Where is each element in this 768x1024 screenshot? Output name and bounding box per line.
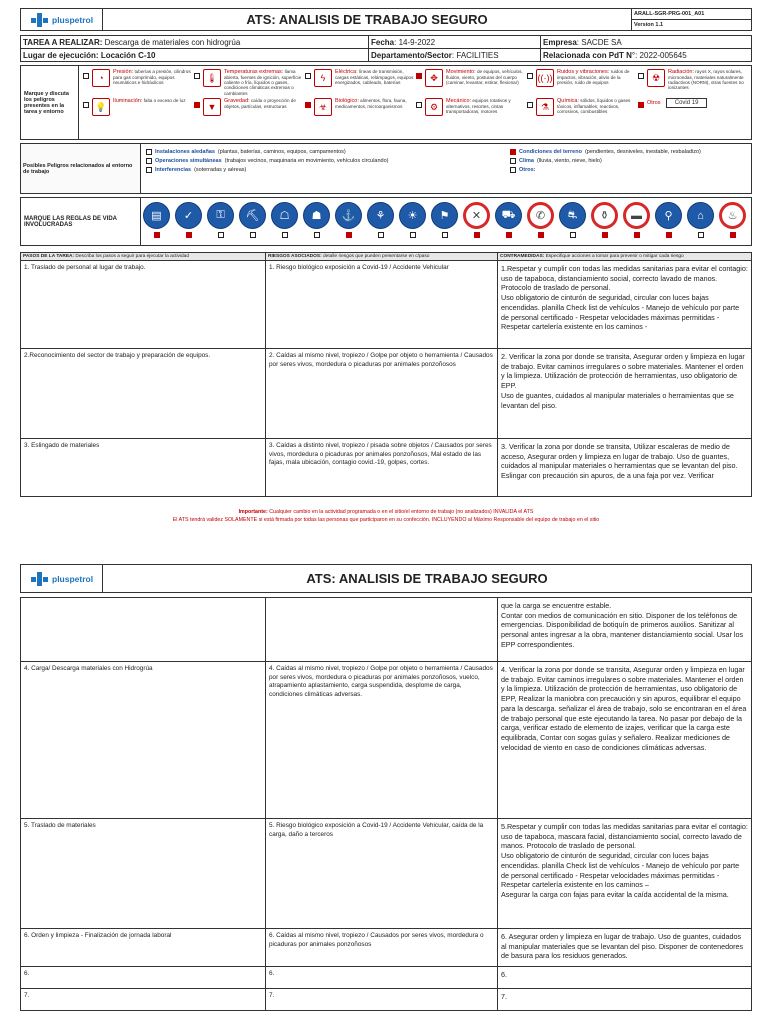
life-rule [367,202,394,238]
pluspetrol-logo-page-2: pluspetrol [21,572,102,586]
risk-cell: 6. Caídas al mismo nivel, tropiezo / Causados por seres vivos, mordedura o picaduras por animales ponzoñosos [266,929,498,967]
environment-grid [143,146,749,176]
empresa-field: Empresa: SACDE SA [541,36,752,49]
document-header [20,8,752,31]
hazard-checkbox[interactable] [83,102,89,108]
life-rule [271,202,298,238]
life-rule [303,202,330,238]
hazard-checkbox[interactable] [83,73,89,79]
header-risks: RIESGOS ASOCIADOS: detalle riesgos que pueden presentarse en c/paso [266,253,498,261]
hazard-item [194,69,303,96]
environment-item: Condiciones del terreno (pendientes, desniveles, inestable, resbaladizo) [510,149,746,155]
measure-cell: 4. Verificar la zona por donde se transita, Asegurar orden y limpieza en lugar de trabajo. Evitar caminos irregulares o sobre materiales. Mantener el orden y la limpieza. Utilización de protección de herramientas, uso obligatorio de EPP, Realizar la maniobra con precaución y sin apuros, equilibrar el equipo para la descarga. señalizar el área de trabajo, solo se encontraran en el área de trabajo personal que este ejecutando la tarea. No pasar por debajo de la carga, verificar estado de elemento de izajes, verificar que la carga este equilibrada, Contar con sogas guías y señalero. Realizar mediciones de velocidad de viento en caso de condiciones climáticas adversas. [498,662,752,819]
life-rule-checkbox[interactable] [506,232,512,238]
hazards-table [20,65,752,140]
hazard-checkbox[interactable] [305,73,311,79]
hazard-text: Movimiento: de equipos, vehículos, fluidos, viento, posturas del cuerpo (caminar, levantar, estirar, flexionar) [446,69,523,86]
hazard-checkbox[interactable] [194,73,200,79]
movement-icon: ✥ [425,69,443,87]
life-rule-checkbox[interactable] [602,232,608,238]
table-row [21,261,752,349]
line-of-fire-icon: ⚑ [431,202,458,229]
measure-cell: 6. Asegurar orden y limpieza en lugar de trabajo. Uso de guantes, cuidados al manipular materiales que se levantan del piso. Disponer de contenedores de basura para los residuos generados. [498,929,752,967]
seatbelt-icon: ⛐ [559,202,586,229]
document-code: ARALL-SGR-PRG-001_A01 [632,9,752,20]
table-row [21,929,752,967]
environment-checkbox[interactable] [510,149,516,155]
hazard-text: Temperaturas extremas: llama abierta, fuentes de ignición, superficie caliente o fría, líquidos o gases, condiciones climáticas extremas o cambiantes [224,69,302,96]
hazards-grid [79,66,751,119]
life-rule-checkbox[interactable] [314,232,320,238]
hazard-text: Ruidos y vibraciones: ruidos de impactos, vibración, alivio de la presión, ruido de equipos [557,69,630,86]
document-title-page-2: ATS: ANALISIS DE TRABAJO SEGURO [103,565,752,593]
life-rule [431,202,458,238]
life-rule-checkbox[interactable] [154,232,160,238]
step-cell: 2.Reconocimiento del sector de trabajo y preparación de equipos. [21,349,266,439]
hazard-checkbox[interactable] [527,73,533,79]
life-rule [239,202,266,238]
hazard-item [527,98,636,116]
no-alcohol-icon: ⚱ [591,202,618,229]
task-info-table [20,35,752,62]
life-rule-checkbox[interactable] [346,232,352,238]
environment-item: Interferencias (soterradas y aéreas) [146,167,500,173]
hazard-text: Otros Covid 19 [647,98,707,109]
environment-checkbox[interactable] [510,158,516,164]
life-rule [143,202,170,238]
logo-mark-icon [31,13,49,27]
lightning-icon: ϟ [314,69,332,87]
page-1 [20,8,752,525]
steps-body-2 [21,598,752,1011]
life-rule [207,202,234,238]
life-rule-checkbox[interactable] [378,232,384,238]
noise-icon: ((·)) [536,69,554,87]
life-rule-checkbox[interactable] [410,232,416,238]
risk-cell: 7. [266,989,498,1011]
rules-label: MARQUE LAS REGLAS DE VIDA INVOLUCRADAS [21,198,141,246]
hazard-item [83,98,192,116]
no-phone-driving-icon: ✆ [527,202,554,229]
document-header-page-2 [20,564,752,593]
biohazard-icon: ☣ [314,98,332,116]
hazard-text: Química: sólidos, líquidos o gases tóxicos, inflamables, reactivos, corrosivos, combustibles [557,97,631,115]
environment-checkbox[interactable] [146,149,152,155]
hazard-text: Iluminación: falta o exceso de luz [113,97,186,104]
table-row [21,662,752,819]
life-rule [175,202,202,238]
step-cell: 6. [21,967,266,989]
falling-object-icon: ▼ [203,98,221,116]
risk-cell: 3. Caídas a distinto nivel, tropiezo / pisada sobre objetos / Causados por seres vivos, mordedura o picaduras por animales ponzoñosos, Mal estado de las fajas, mala ubicación, contagio covid.-19, golpes, cortes. [266,439,498,497]
tarea-field: TAREA A REALIZAR: Descarga de materiales con hidrogrúa [21,36,369,49]
task-steps-table-2 [20,597,752,1011]
measure-cell: que la carga se encuentre estable. Contar con medios de comunicación en sitio. Disponer de los teléfonos de emergencias. Disponibilidad de botiquín de primeros auxilios. Sanitizar al personal antes ingresar a la obra, mantener distanciamiento social. Usar los EPP correspondientes. [498,598,752,662]
life-rule [559,202,586,238]
measure-cell: 6. [498,967,752,989]
life-rule [495,202,522,238]
hazard-checkbox[interactable] [527,102,533,108]
life-rule-checkbox[interactable] [250,232,256,238]
hazard-text: Biológico: alimentos, flora, fauna, medicamentos, microorganismos [335,97,407,109]
pluspetrol-logo [21,13,102,27]
environment-item: Operaciones simultáneas (trabajos vecinos, maquinaria en movimiento, vehículos circulando) [146,158,500,164]
risk-cell: 1. Riesgo biológico exposición a Covid-19 / Accidente Vehicular [266,261,498,349]
hazard-item [305,98,414,116]
step-cell: 3. Eslingado de materiales [21,439,266,497]
life-rule-checkbox[interactable] [186,232,192,238]
life-rule-checkbox[interactable] [698,232,704,238]
hazard-checkbox[interactable] [416,102,422,108]
risk-cell: 2. Caídas al mismo nivel, tropiezo / Golpe por objeto o herramienta / Causados por seres vivos, mordedura o picaduras por animales ponzoñosos [266,349,498,439]
environment-checkbox[interactable] [146,158,152,164]
speed-icon: ⌂ [687,202,714,229]
depto-field: Departamento/Sector: FACILITIES [369,49,541,62]
risk-cell [266,598,498,662]
confined-space-icon: ☖ [271,202,298,229]
lifting-icon: ⚓ [335,202,362,229]
validity-notes [20,509,752,525]
risk-cell: 6. [266,967,498,989]
hazard-checkbox[interactable] [416,73,422,79]
hazards-label: Marque y discuta los peligros presentes en la tarea y entorno [21,66,79,140]
environment-item: Clima (lluvia, viento, nieve, hielo) [510,158,746,164]
life-rule [719,202,746,238]
logo-cell [21,9,103,31]
life-rule [463,202,490,238]
hazard-text: Eléctrica: líneas de transmisión, cargas estáticas, relámpagos, equipos energizados, cableado, baterías [335,69,414,86]
life-rule [623,202,650,238]
environment-table [20,143,752,194]
worker-icon: ☗ [303,202,330,229]
fire-extinguisher-icon: ♨ [719,202,746,229]
table-row [21,989,752,1011]
document-version: Version 1.1 [632,20,752,31]
hazard-other-value: Covid 19 [666,98,708,109]
rules-table [20,197,752,246]
energy-isolation-icon: ⚿ [207,202,234,229]
hazard-item [194,98,303,116]
life-rule-checkbox[interactable] [666,232,672,238]
table-row [21,819,752,929]
life-rules-row [141,198,751,242]
pdt-field: Relacionada con PdT N°: 2022-005645 [541,49,752,62]
hazard-item [638,69,747,96]
hazard-checkbox[interactable] [638,73,644,79]
step-cell: 7. [21,989,266,1011]
measure-cell: 5.Respetar y cumplir con todas las medidas sanitarias para evitar el contagio: uso de tapaboca, mascara facial, distanciamiento social, correcto lavado de manos. Protocolo de traslado de personal. Uso obligatorio de cinturón de seguridad, circular con luces bajas encendidas. planilla Check list de vehículos - Manejo de vehículo por parte de personal certificado - Respetar velocidades máximas permitidas - Respetar cartelería existente en los caminos – Asegurar la carga con fajas para evitar la caída accidental de la misma. [498,819,752,929]
ppe-check-icon: ✓ [175,202,202,229]
life-rule-checkbox[interactable] [570,232,576,238]
hazard-item [305,69,414,96]
measure-cell: 2. Verificar la zona por donde se transita, Asegurar orden y limpieza en lugar de trabajo. Evitar caminos irregulares o sobre materiales. Mantener el orden y la limpieza. Utilización de protección de herramientas, uso obligatorio de EPP. Uso de guantes, cuidados al manipular materiales o herramientas que se levantan del piso. [498,349,752,439]
radiation-icon: ☢ [647,69,665,87]
hazard-checkbox[interactable] [305,102,311,108]
hazard-text: Presión: tuberías a presión, cilindros para gas comprimido, equipos neumáticos e hidráulicos [113,69,191,86]
no-smoking-icon: ▬ [623,202,650,229]
life-rule-checkbox[interactable] [730,232,736,238]
life-rule [335,202,362,238]
work-at-height-icon: ⛏ [239,202,266,229]
gear-icon: ⚙ [425,98,443,116]
header-measures: CONTRAMEDIDAS: Especifique acciones a tomar para prevenir o mitigar cada riesgo [498,253,752,261]
document-title: ATS: ANALISIS DE TRABAJO SEGURO [103,9,632,31]
hazard-item [416,98,525,116]
hazard-text: Radiación: rayos X, rayos solares, microondas, materiales naturalmente radiactivos (NORM), otras fuentes no ionizantes [668,69,744,91]
step-cell: 6. Orden y limpieza - Finalización de jornada laboral [21,929,266,967]
life-rule-checkbox[interactable] [218,232,224,238]
driving-icon: ⛟ [495,202,522,229]
walk-icon: ⚲ [655,202,682,229]
life-rule-checkbox[interactable] [442,232,448,238]
thermometer-icon: 🌡 [203,69,221,87]
environment-item: Otros: [510,167,746,173]
logo-cell-page-2 [21,565,103,593]
life-rule [399,202,426,238]
flask-icon: ⚗ [536,98,554,116]
no-walking-under-load-icon: ✕ [463,202,490,229]
task-header-row [21,253,752,261]
hazard-checkbox[interactable] [638,102,644,108]
step-cell: 4. Carga/ Descarga materiales con Hidrogrúa [21,662,266,819]
environment-checkbox[interactable] [146,167,152,173]
lugar-field: Lugar de ejecución: Locación C-10 [21,49,369,62]
hazard-item [527,69,636,96]
gauge-icon: ◔ [92,69,110,87]
permit-icon: ▤ [143,202,170,229]
environment-checkbox[interactable] [510,167,516,173]
table-row [21,598,752,662]
header-steps: PASOS DE LA TAREA: Describa los pasos a seguir para ejecutar la actividad [21,253,266,261]
table-row [21,967,752,989]
step-cell: 1. Traslado de personal al lugar de trabajo. [21,261,266,349]
gas-test-icon: ⚘ [367,202,394,229]
measure-cell: 3. Verificar la zona por donde se transita, Utilizar escaleras de medio de acceso, Asegurar orden y limpieza en lugar de trabajo. Uso de guantes, cuidados al manipular materiales o herramientas que se levantan del piso. Eslingar con precaución sin apuros, de a una faja por vez. Verificar [498,439,752,497]
measure-cell: 1.Respetar y cumplir con todas las medidas sanitarias para evitar el contagio: uso de tapaboca, distanciamiento social, correcto lavado de manos. Protocolo de traslado de personal. Uso obligatorio de cinturón de seguridad, circular con luces bajas encendidas. planilla Check list de vehículos - Manejo de vehículo por parte de personal certificado - Respetar velocidades máximas permitidas - Respetar cartelería existente en los caminos - [498,261,752,349]
environment-label: Posibles Peligros relacionados al entorno de trabajo [21,144,141,194]
hazard-item [83,69,192,96]
life-rule [655,202,682,238]
fecha-field: Fecha: 14-9-2022 [369,36,541,49]
life-rule-checkbox[interactable] [282,232,288,238]
hazard-checkbox[interactable] [194,102,200,108]
page-2 [20,564,752,1011]
step-cell: 5. Traslado de materiales [21,819,266,929]
life-rule-checkbox[interactable] [634,232,640,238]
measure-cell: 7. [498,989,752,1011]
steps-body-1 [21,261,752,497]
table-row [21,439,752,497]
table-row [21,349,752,439]
risk-cell: 5. Riesgo biológico exposición a Covid-19 / Accidente Vehicular, caída de la carga, daño a terceros [266,819,498,929]
hot-work-icon: ☀ [399,202,426,229]
hazard-text: Gravedad: caída o proyección de objetos, partículas, estructuras [224,97,296,109]
hazard-text: Mecánico: equipos rotativos y alternativos, resortes, cintas transportadoras, motores [446,97,511,115]
environment-item: Instalaciones aledañas (plantas, baterías, caminos, equipos, campamentos) [146,149,500,155]
life-rule-checkbox[interactable] [538,232,544,238]
life-rule [591,202,618,238]
risk-cell: 4. Caídas al mismo nivel, tropiezo / Golpe por objeto o herramienta / Causados por seres vivos, mordedura o picaduras por animales ponzoñosos, vuelco, atrapamiento aplastamiento, carga suspendida, desplome de carga, condiciones climáticas adversas. [266,662,498,819]
hazard-item [416,69,525,96]
hazard-item [638,98,747,116]
important-note: Importante: Cualquier cambio en la actividad programada o en el sitio/el entorno de trabajo (no analizados) INVALIDA el ATS [238,509,534,515]
logo-text: pluspetrol [52,14,94,25]
task-steps-table-1 [20,252,752,497]
lightbulb-icon: 💡 [92,98,110,116]
signature-note: El ATS tendrá validez SOLAMENTE si está firmada por todas las personas que participaron en su confección. INCLUYENDO al Máximo Responsable del equipo de trabajo en el sitio [172,516,600,523]
step-cell [21,598,266,662]
life-rule [527,202,554,238]
logo-mark-icon [31,572,49,586]
life-rule-checkbox[interactable] [474,232,480,238]
life-rule [687,202,714,238]
